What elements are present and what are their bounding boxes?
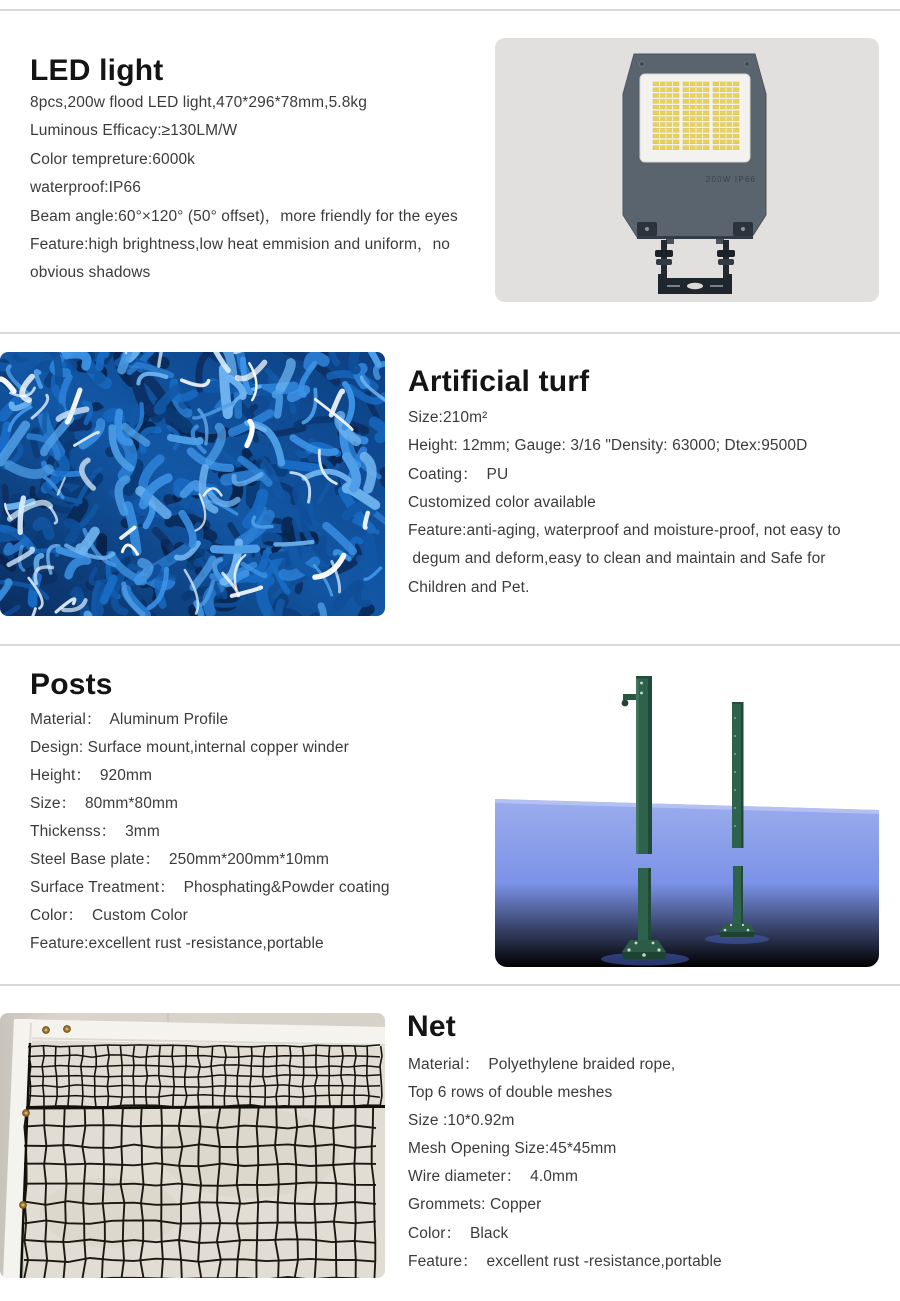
spec-line: Size :10*0.92m	[408, 1112, 515, 1130]
spec-line: Height: 12mm; Gauge: 3/16 "Density: 63000; Dtex:9500D	[408, 437, 808, 455]
screw-icon	[645, 227, 649, 231]
spec-line: Wire diameter： 4.0mm	[408, 1168, 579, 1186]
section-divider	[0, 332, 900, 334]
spec-line: Color： Black	[408, 1224, 509, 1242]
spec-line: Material： Polyethylene braided rope,	[408, 1056, 676, 1073]
spec-line: Feature:excellent rust -resistance,portable	[30, 935, 324, 952]
spec-line: Material： Aluminum Profile	[30, 711, 229, 728]
led-light-specs	[30, 89, 458, 288]
spec-line: Feature:anti-aging, waterproof and moisture-proof, not easy to	[408, 522, 841, 540]
spec-line: waterproof:IP66	[30, 179, 141, 197]
artificial-turf-specs	[408, 404, 841, 602]
spec-line: Children and Pet.	[408, 578, 530, 596]
posts-title: Posts	[30, 668, 113, 701]
spec-line: obvious shadows	[30, 264, 151, 282]
spec-line: Grommets: Copper	[408, 1196, 542, 1214]
spec-line: Height： 920mm	[30, 767, 153, 784]
section-divider	[0, 9, 900, 11]
net-photo	[0, 1013, 385, 1278]
turf-illustration	[0, 352, 385, 616]
net-title: Net	[407, 1010, 456, 1043]
spec-line: 8pcs,200w flood LED light,470*296*78mm,5.8kg	[30, 94, 367, 111]
artificial-turf-photo	[0, 352, 385, 616]
spec-line: Size： 80mm*80mm	[30, 795, 179, 812]
wall-stain	[40, 1178, 180, 1248]
spec-line: degum and deform,easy to clean and maintain and Safe for	[408, 550, 826, 568]
posts-specs	[30, 706, 390, 958]
spec-line: Feature:high brightness,low heat emmision and uniform，no	[30, 236, 451, 254]
screw-icon	[741, 227, 745, 231]
spec-line: Top 6 rows of double meshes	[408, 1084, 613, 1102]
spec-line: Coating： PU	[408, 465, 509, 483]
net-specs	[408, 1051, 722, 1276]
led-light-title: LED light	[30, 54, 164, 87]
flood-light-illustration	[495, 38, 879, 302]
post-right-upper	[732, 702, 744, 848]
spec-line: Size:210m²	[408, 409, 488, 426]
spec-line: Mesh Opening Size:45*45mm	[408, 1140, 617, 1158]
artificial-turf-title: Artificial turf	[408, 365, 590, 398]
spec-line: Design: Surface mount,internal copper winder	[30, 739, 349, 756]
body-bottom-edge	[637, 236, 753, 239]
spec-line: Beam angle:60°×120° (50° offset)，more friendly for the eyes	[30, 207, 458, 225]
spec-line: Thickenss： 3mm	[30, 823, 160, 840]
spec-line: Color： Custom Color	[30, 907, 188, 924]
spec-line: Customized color available	[408, 493, 596, 511]
blue-floor	[495, 799, 879, 967]
screw-icon	[744, 61, 749, 66]
posts-photo	[495, 660, 879, 967]
spec-line: Luminous Efficacy:≥130LM/W	[30, 122, 238, 140]
net-illustration	[0, 1013, 385, 1278]
spec-line: Feature： excellent rust -resistance,portable	[408, 1252, 722, 1270]
spec-line: Surface Treatment： Phosphating&Powder coating	[30, 879, 390, 896]
led-light-photo	[495, 38, 879, 302]
screw-icon	[639, 61, 644, 66]
mounting-bracket	[655, 239, 735, 294]
spec-line: Steel Base plate： 250mm*200mm*10mm	[30, 851, 329, 868]
section-divider	[0, 984, 900, 986]
device-label: 200W IP66	[705, 175, 757, 184]
section-divider	[0, 644, 900, 646]
posts-illustration	[495, 660, 879, 967]
spec-line: Color tempreture:6000k	[30, 150, 196, 168]
